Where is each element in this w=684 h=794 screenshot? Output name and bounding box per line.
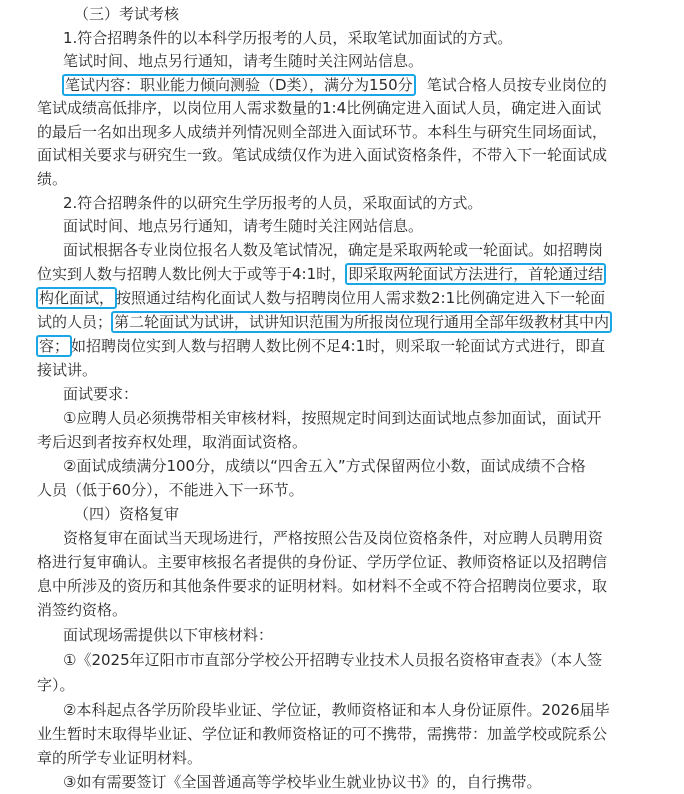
paragraph-line: 资格复审在面试当天现场进行，严格按照公告及岗位资格条件，对应聘人员聘用资 <box>63 529 604 547</box>
paragraph-line: ①《2025年辽阳市市直部分学校公开招聘专业技术人员报名资格审查表》（本人签 <box>63 651 603 669</box>
paragraph-line <box>0 287 684 309</box>
paragraph-text: 按照通过结构化面试人数与招聘岗位用人需求数2:1比例确定进入下一轮面 <box>116 289 606 307</box>
paragraph-text: 试的人员； <box>37 313 113 331</box>
paragraph-line: 章的所学专业证明材料。 <box>37 749 203 767</box>
paragraph-line <box>0 311 684 333</box>
paragraph-line: 笔试成绩高低排序，以岗位用人需求数量的1:4比例确定进入面试人员，确定进入面试 <box>37 99 602 117</box>
highlight-box-structured-interview: 构化面试， <box>36 287 117 309</box>
paragraph-line: 人员（低于60分），不能进入下一环节。 <box>37 481 304 499</box>
paragraph-line: 面试根据各专业岗位报名人数及笔试情况，确定是采取两轮或一轮面试。如招聘岗 <box>63 241 604 259</box>
paragraph-line: ②本科起点各学历阶段毕业证、学位证，教师资格证和本人身份证原件。2026届毕 <box>63 701 610 719</box>
paragraph-line: 面试相关要求与研究生一致。笔试成绩仅作为进入面试资格条件，不带入下一轮面试成 <box>37 146 608 164</box>
paragraph-line: 息中所涉及的资历和其他条件要求的证明材料。如材料不全或不符合招聘岗位要求，取 <box>37 577 608 595</box>
paragraph-line <box>0 74 684 96</box>
paragraph-line: 接试讲。 <box>37 361 98 379</box>
paragraph-line: ③如有需要签订《全国普通高等学校毕业生就业协议书》的，自行携带。 <box>63 773 542 791</box>
paragraph-text: 如招聘岗位实到人数与招聘人数比例不足4:1时，则采取一轮面试方式进行，即直 <box>71 337 606 355</box>
highlight-box-second-round-end: 容； <box>36 335 72 357</box>
paragraph-line: 绩。 <box>37 170 68 188</box>
paragraph-text: 笔试合格人员按专业岗位的 <box>426 76 607 94</box>
highlight-box-two-rounds: 即采取两轮面试方法进行，首轮通过结 <box>345 263 606 285</box>
paragraph-line: 考后迟到者按弃权处理，取消面试资格。 <box>37 433 308 451</box>
paragraph-line: 面试时间、地点另行通知，请考生随时关注网站信息。 <box>63 217 424 235</box>
section-heading-exam: （三）考试考核 <box>74 5 180 23</box>
paragraph-line <box>0 263 684 285</box>
paragraph-line: 字）。 <box>37 676 75 694</box>
paragraph-line: 面试现场需提供以下审核材料： <box>63 626 274 644</box>
paragraph-line: 2.符合招聘条件的以研究生学历报考的人员，采取面试的方式。 <box>63 194 483 212</box>
paragraph-line: 面试要求： <box>63 385 139 403</box>
paragraph-line: 消签约资格。 <box>37 601 128 619</box>
paragraph-line: 的最后一名如出现多人成绩并列情况则全部进入面试环节。本科生与研究生同场面试， <box>37 123 608 141</box>
highlight-box-second-round: 第二轮面试为试讲，试讲知识范围为所报岗位现行通用全部年级教材其中内 <box>111 311 612 333</box>
paragraph-line <box>0 335 684 357</box>
paragraph-line: 业生暂时末取得毕业证、学位证和教师资格证的可不携带，需携带：加盖学校或院系公 <box>37 725 608 743</box>
paragraph-line: ①应聘人员必须携带相关审核材料，按照规定时间到达面试地点参加面试，面试开 <box>63 409 602 427</box>
paragraph-line: 1.符合招聘条件的以本科学历报考的人员，采取笔试加面试的方式。 <box>63 29 513 47</box>
paragraph-line: ②面试成绩满分100分，成绩以“四舍五入”方式保留两位小数，面试成绩不合格 <box>63 457 586 475</box>
paragraph-line: 笔试时间、地点另行通知，请考生随时关注网站信息。 <box>63 52 424 70</box>
section-heading-review: （四）资格复审 <box>74 505 180 523</box>
highlight-box-written-content: 笔试内容：职业能力倾向测验（D类），满分为150分 <box>62 74 416 96</box>
paragraph-line: 格进行复审确认。主要审核报名者提供的身份证、学历学位证、教师资格证以及招聘信 <box>37 553 608 571</box>
paragraph-text: 位实到人数与招聘人数比例大于或等于4:1时， <box>37 265 347 283</box>
